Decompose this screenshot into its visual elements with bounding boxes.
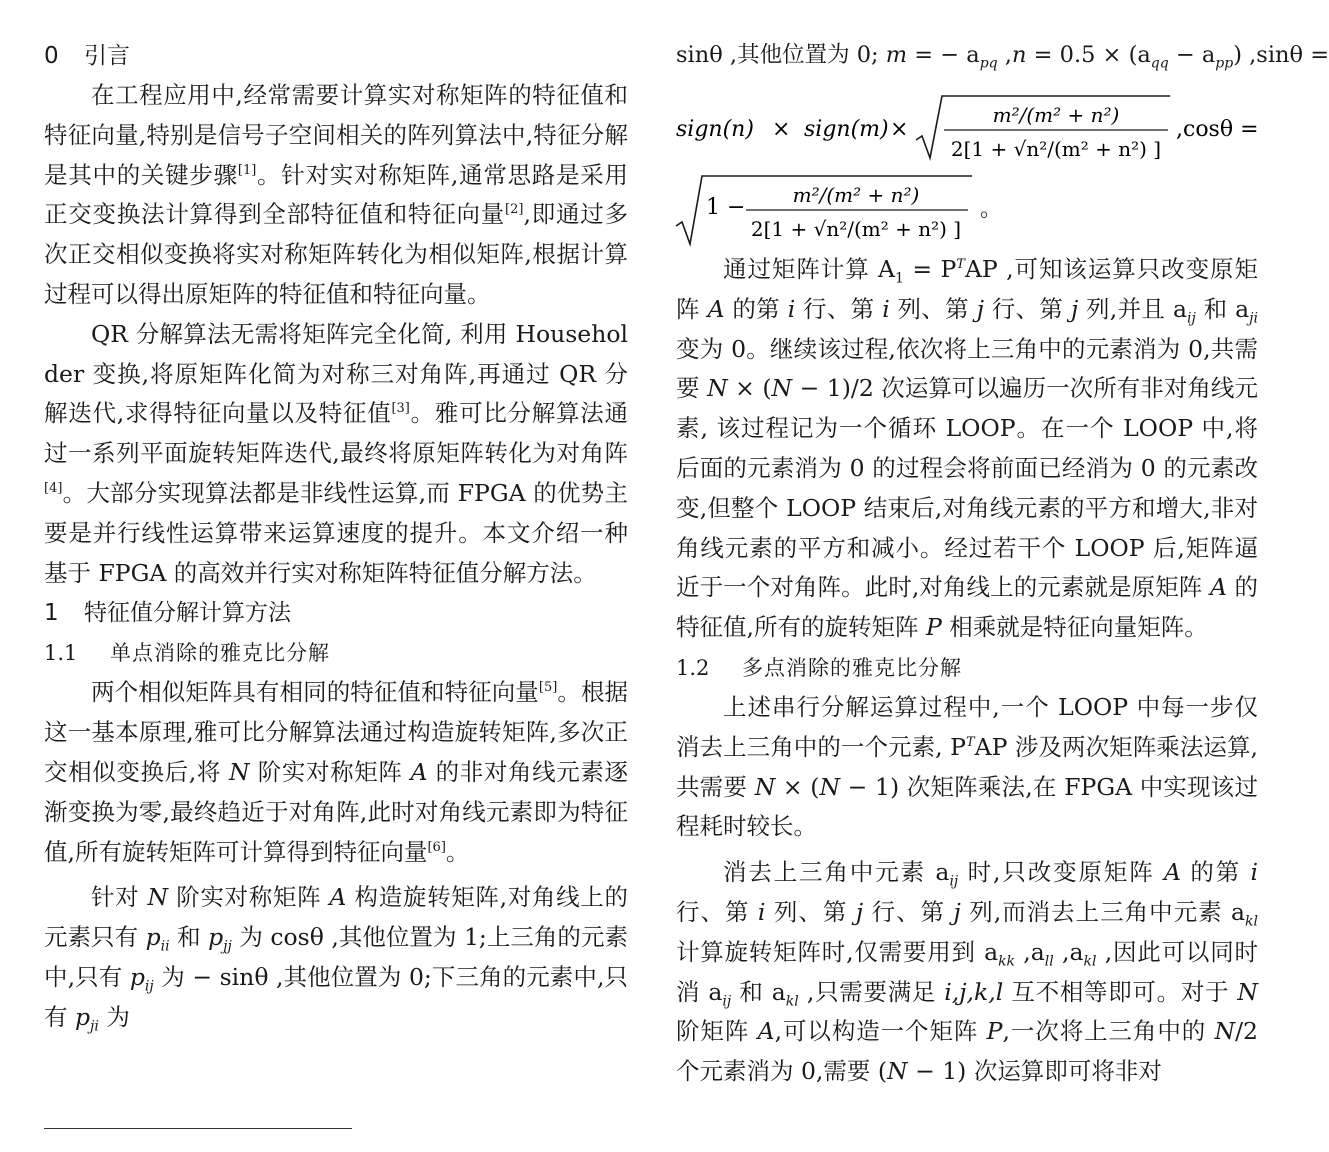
- text-run: ,一次将上三角中的: [1002, 1017, 1215, 1046]
- text-run: 通过矩阵计算 A: [723, 255, 896, 283]
- text-run: − 1) 次矩阵乘法,在 FPGA 中实现该过程耗时较长。: [676, 772, 1258, 841]
- text-run: 行、第: [795, 294, 883, 323]
- footnote-divider: [44, 1128, 352, 1129]
- paragraph-rotation-matrix: [44, 878, 628, 1037]
- subsection-heading-multi-point: [676, 648, 1258, 688]
- math-subscript: qq: [1150, 55, 1169, 72]
- math-var: N: [1237, 977, 1258, 1006]
- equation-line-1: [676, 36, 1329, 80]
- one-minus: 1 −: [706, 195, 746, 220]
- math-superscript: T: [965, 734, 975, 750]
- text-run: 和 a: [731, 977, 786, 1006]
- math-var: A: [1164, 858, 1181, 887]
- text-run: 和: [169, 923, 209, 952]
- math-var: N: [707, 374, 728, 403]
- fraction-denominator: 2[1 + √n²/(m² + n²) ]: [950, 137, 1162, 161]
- text-run: − 1) 次运算即可将非对: [907, 1057, 1162, 1086]
- math-subscript: ij: [949, 873, 959, 890]
- text-run: 行、第: [676, 897, 758, 926]
- text-run: AP ,可知该运算只改变原矩阵: [676, 255, 1258, 323]
- text-run: 列,而消去上三角中元素 a: [960, 897, 1246, 926]
- text-run: 针对: [91, 883, 148, 912]
- text-run: 变为 0。继续该过程,依次将上三角中的元素消为 0,共需要: [676, 334, 1258, 403]
- math-subscript: ji: [90, 1018, 99, 1035]
- text-run: 两个相似矩阵具有相同的特征值和特征向量: [91, 678, 539, 707]
- paragraph-parallel-elimination: [676, 853, 1258, 1092]
- subsection-number: 1.2: [676, 655, 710, 680]
- paragraph-intro-2: [44, 315, 628, 594]
- math-var: j: [953, 897, 961, 926]
- equation-sin-theta: [676, 80, 1258, 164]
- text-run: 相乘就是特征向量矩阵。: [941, 613, 1208, 642]
- math-var: j: [1070, 294, 1079, 323]
- paragraph-similar-matrices: [44, 673, 628, 872]
- math-var: P: [986, 1017, 1003, 1046]
- text-run: 上述串行分解运算过程中,一个 LOOP 中每一步仅消去上三角中的一个元素, P: [676, 692, 1258, 761]
- math-var: N: [754, 772, 776, 801]
- text-run: sinθ ,其他位置为 0;: [676, 42, 886, 68]
- math-subscript: pp: [1215, 55, 1234, 72]
- text-run: 。大部分实现算法都是非线性运算,而 FPGA 的优势主要是并行线性运算带来运算速度的提升。本文介绍一种基于 FPGA 的高效并行实对称矩阵特征值分解方法。: [44, 478, 628, 587]
- math-var: p: [145, 923, 161, 952]
- math-var: i: [757, 897, 766, 926]
- text-run: × (: [727, 374, 772, 403]
- cos-theta-label: ,cosθ =: [1176, 117, 1259, 142]
- text-run: /2 个元素消为 0,需要 (: [676, 1017, 1258, 1086]
- math-subscript: ij: [722, 993, 732, 1010]
- math-var: A: [707, 294, 725, 323]
- citation: [1]: [237, 162, 257, 178]
- math-var: A: [410, 757, 428, 786]
- text-run: 行、第: [863, 897, 954, 926]
- math-superscript: T: [956, 257, 965, 272]
- period: 。: [980, 197, 1003, 222]
- math-subscript: kk: [998, 953, 1016, 970]
- text-run: ,a: [1015, 937, 1045, 966]
- text-run: ,因此可以同时消 a: [676, 937, 1258, 1006]
- math-var: N: [1214, 1017, 1236, 1046]
- math-var: N: [819, 772, 841, 801]
- text-run: × (: [775, 772, 820, 801]
- text-run: 和 a: [1195, 294, 1250, 323]
- times-sign: ×: [890, 117, 909, 142]
- math-var: N: [229, 757, 250, 786]
- subsection-title: 多点消除的雅克比分解: [742, 655, 962, 680]
- math-var: N: [887, 1057, 908, 1086]
- equation-svg-cos: [676, 164, 1258, 250]
- text-run: = P: [903, 255, 957, 283]
- text-run: 。: [445, 837, 470, 866]
- text-run: AP 涉及两次矩阵乘法运算,共需要: [676, 732, 1258, 801]
- text-run: 的第: [724, 294, 788, 323]
- math-var: p: [208, 923, 224, 952]
- text-run: QR 分解算法无需将矩阵完全化简, 利用 Householder 变换,将原矩阵化简为对称三对角阵,再通过 QR 分解迭代,求得特征向量以及特征值: [44, 319, 628, 428]
- section-heading-method: [44, 593, 628, 633]
- text-run: 互不相等即可。对于: [1003, 977, 1238, 1006]
- math-var: i: [787, 294, 796, 323]
- math-var: P: [925, 613, 942, 642]
- math-var: n: [1011, 42, 1027, 68]
- paragraph-intro-1: [44, 76, 628, 315]
- text-run: 为: [98, 1002, 130, 1031]
- times-sign: ×: [772, 117, 791, 142]
- left-column: [44, 36, 628, 1038]
- math-var: m: [885, 42, 908, 68]
- math-var: j: [855, 897, 864, 926]
- subsection-title: 单点消除的雅克比分解: [110, 641, 330, 666]
- math-subscript: ij: [1186, 310, 1196, 327]
- text-run: − a: [1168, 42, 1216, 68]
- math-subscript: pq: [979, 55, 998, 72]
- math-subscript: ii: [160, 938, 170, 955]
- fraction-denominator: 2[1 + √n²/(m² + n²) ]: [750, 217, 962, 241]
- math-var: j: [976, 294, 984, 323]
- math-var: N: [147, 883, 169, 912]
- math-var: i: [882, 294, 890, 323]
- citation: [3]: [391, 401, 410, 417]
- text-run: 构造旋转矩阵,对角线上的元素只有: [44, 883, 628, 952]
- text-run: = 0.5 × (a: [1026, 42, 1151, 68]
- text-run: 。根据这一基本原理,雅可比分解算法通过构造旋转矩阵,多次正交相似变换后,将: [44, 678, 629, 786]
- section-number: 1: [44, 600, 59, 627]
- math-var: p: [74, 1002, 91, 1031]
- math-subscript: kl: [785, 993, 799, 1010]
- text-run: 。针对实对称矩阵,通常思路是采用正交变换法计算得到全部特征值和特征向量: [44, 160, 628, 229]
- section-number: 0: [44, 43, 59, 69]
- text-run: 阶实对称矩阵: [249, 757, 411, 786]
- text-run: 行、第: [983, 294, 1071, 323]
- citation: [4]: [44, 480, 63, 496]
- text-run: 。雅可比分解算法通过一系列平面旋转矩阵迭代,最终将原矩阵转化为对角阵: [44, 399, 628, 468]
- text-run: 阶实对称矩阵: [168, 883, 330, 912]
- math-subscript: 1: [895, 270, 904, 287]
- text-run: ,即通过多次正交相似变换将实对称矩阵转化为相似矩阵,根据计算过程可以得出原矩阵的特征值和特征向量。: [44, 200, 628, 308]
- paragraph-serial-decomposition: [676, 688, 1258, 847]
- citation: [5]: [538, 680, 558, 696]
- text-run: 消去上三角中元素 a: [723, 858, 950, 887]
- paragraph-loop: [676, 250, 1258, 648]
- text-run: ,: [997, 42, 1012, 68]
- text-run: 的第: [1180, 858, 1251, 887]
- section-heading-introduction: [44, 36, 628, 76]
- math-subscript: ij: [144, 978, 154, 995]
- math-var: p: [129, 962, 145, 991]
- sign-n: sign(n): [676, 117, 754, 142]
- math-subscript: ji: [1249, 310, 1258, 327]
- math-var: i,j,k,l: [944, 977, 1004, 1006]
- text-run: 计算旋转矩阵时,仅需要用到 a: [676, 937, 999, 966]
- text-run: = − a: [907, 42, 980, 68]
- text-run: 的特征值,所有的旋转矩阵: [676, 573, 1258, 642]
- citation: [6]: [427, 839, 446, 855]
- fraction-numerator: m²/(m² + n²): [792, 183, 920, 207]
- citation: [2]: [505, 202, 524, 218]
- text-run: 时,只改变原矩阵: [958, 858, 1164, 887]
- math-var: A: [757, 1017, 775, 1046]
- text-run: 列,并且 a: [1078, 294, 1187, 323]
- subsection-heading-single-point: [44, 633, 628, 673]
- text-run: ,可以构造一个矩阵: [774, 1017, 987, 1046]
- section-title: 特征值分解计算方法: [84, 600, 291, 627]
- text-run: ) ,sinθ =: [1233, 42, 1329, 68]
- text-run: ,a: [1053, 937, 1084, 966]
- math-var: N: [771, 374, 793, 403]
- right-column: [676, 36, 1329, 1092]
- math-var: A: [1209, 573, 1227, 602]
- math-subscript: ll: [1044, 953, 1054, 970]
- text-run: 列、第: [765, 897, 856, 926]
- equation-cos-theta: [676, 164, 1258, 250]
- sign-m: sign(m): [804, 117, 889, 142]
- fraction-numerator: m²/(m² + n²): [992, 103, 1120, 127]
- text-run: 列、第: [889, 294, 977, 323]
- text-run: 为 − sinθ ,其他位置为 0;下三角的元素中,只有: [44, 962, 628, 1031]
- text-run: ,只需要满足: [798, 977, 945, 1006]
- math-var: A: [329, 883, 347, 912]
- text-run: − 1)/2 次运算可以遍历一次所有非对角线元素, 该过程记为一个循环 LOOP。在一个 LOOP 中,将后面的元素消为 0 的过程会将前面已经消为 0 的元素改变,但整个 LOOP 结束后,对角线元素的平方和增大,非对角线元素的平方和减小。经过若干个 LOOP 后,矩阵逼近于一个对角阵。此时,对角线上的元素就是原矩阵: [676, 374, 1258, 602]
- math-subscript: kl: [1083, 953, 1097, 970]
- text-run: 阶矩阵: [676, 1017, 758, 1046]
- math-subscript: jj: [223, 938, 232, 955]
- math-subscript: kl: [1245, 913, 1258, 930]
- subsection-number: 1.1: [44, 641, 78, 666]
- section-title: 引言: [84, 43, 130, 69]
- equation-svg-sin: [676, 80, 1258, 164]
- text-run: 为 cosθ ,其他位置为 1;上三角的元素中,只有: [44, 923, 628, 991]
- math-var: i: [1250, 858, 1258, 887]
- text-run: 在工程应用中,经常需要计算实对称矩阵的特征值和特征向量,特别是信号子空间相关的阵列算法中,特征分解是其中的关键步骤: [44, 81, 628, 189]
- text-run: 的非对角线元素逐渐变换为零,最终趋近于对角阵,此时对角线元素即为特征值,所有旋转矩阵可计算得到特征向量: [44, 757, 628, 866]
